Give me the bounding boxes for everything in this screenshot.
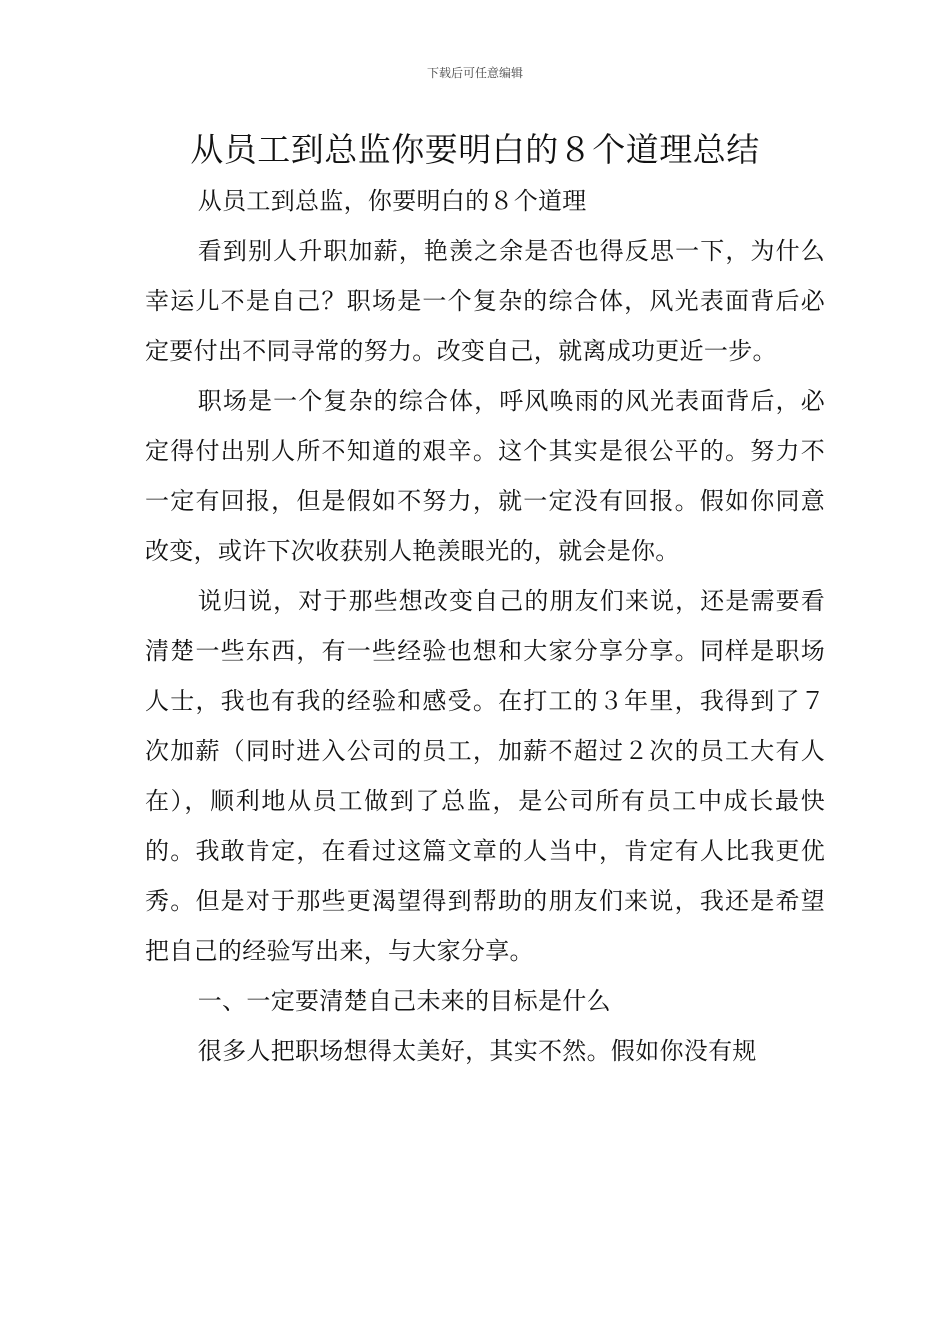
document-title: 从员工到总监你要明白的８个道理总结 [190,130,760,169]
section-heading-1: 一、一定要清楚自己未来的目标是什么 [197,987,611,1015]
document-body [145,176,825,1076]
paragraph-section-1: 很多人把职场想得太美好，其实不然。假如你没有规 [197,1037,757,1065]
paragraph-subtitle: 从员工到总监，你要明白的８个道理 [197,187,587,215]
paragraph-workplace: 职场是一个复杂的综合体，呼风唤雨的风光表面背后，必定得付出别人所不知道的艰辛。这个其实是很公平的。努力不一定有回报，但是假如不努力，就一定没有回报。假如你同意改变，或许下次收获别人艳羡眼光的，就会是你。 [145,387,825,565]
paragraph-intro: 看到别人升职加薪，艳羡之余是否也得反思一下，为什么幸运儿不是自己？职场是一个复杂的综合体，风光表面背后必定要付出不同寻常的努力。改变自己，就离成功更近一步。 [145,237,825,365]
page-header-note: 下载后可任意编辑 [426,66,523,80]
paragraph-experience: 说归说，对于那些想改变自己的朋友们来说，还是需要看清楚一些东西，有一些经验也想和大家分享分享。同样是职场人士，我也有我的经验和感受。在打工的３年里，我得到了７次加薪（同时进入公司的员工，加薪不超过２次的员工大有人在），顺利地从员工做到了总监，是公司所有员工中成长最快的。我敢肯定，在看过这篇文章的人当中，肯定有人比我更优秀。但是对于那些更渴望得到帮助的朋友们来说，我还是希望把自己的经验写出来，与大家分享。 [145,587,825,965]
